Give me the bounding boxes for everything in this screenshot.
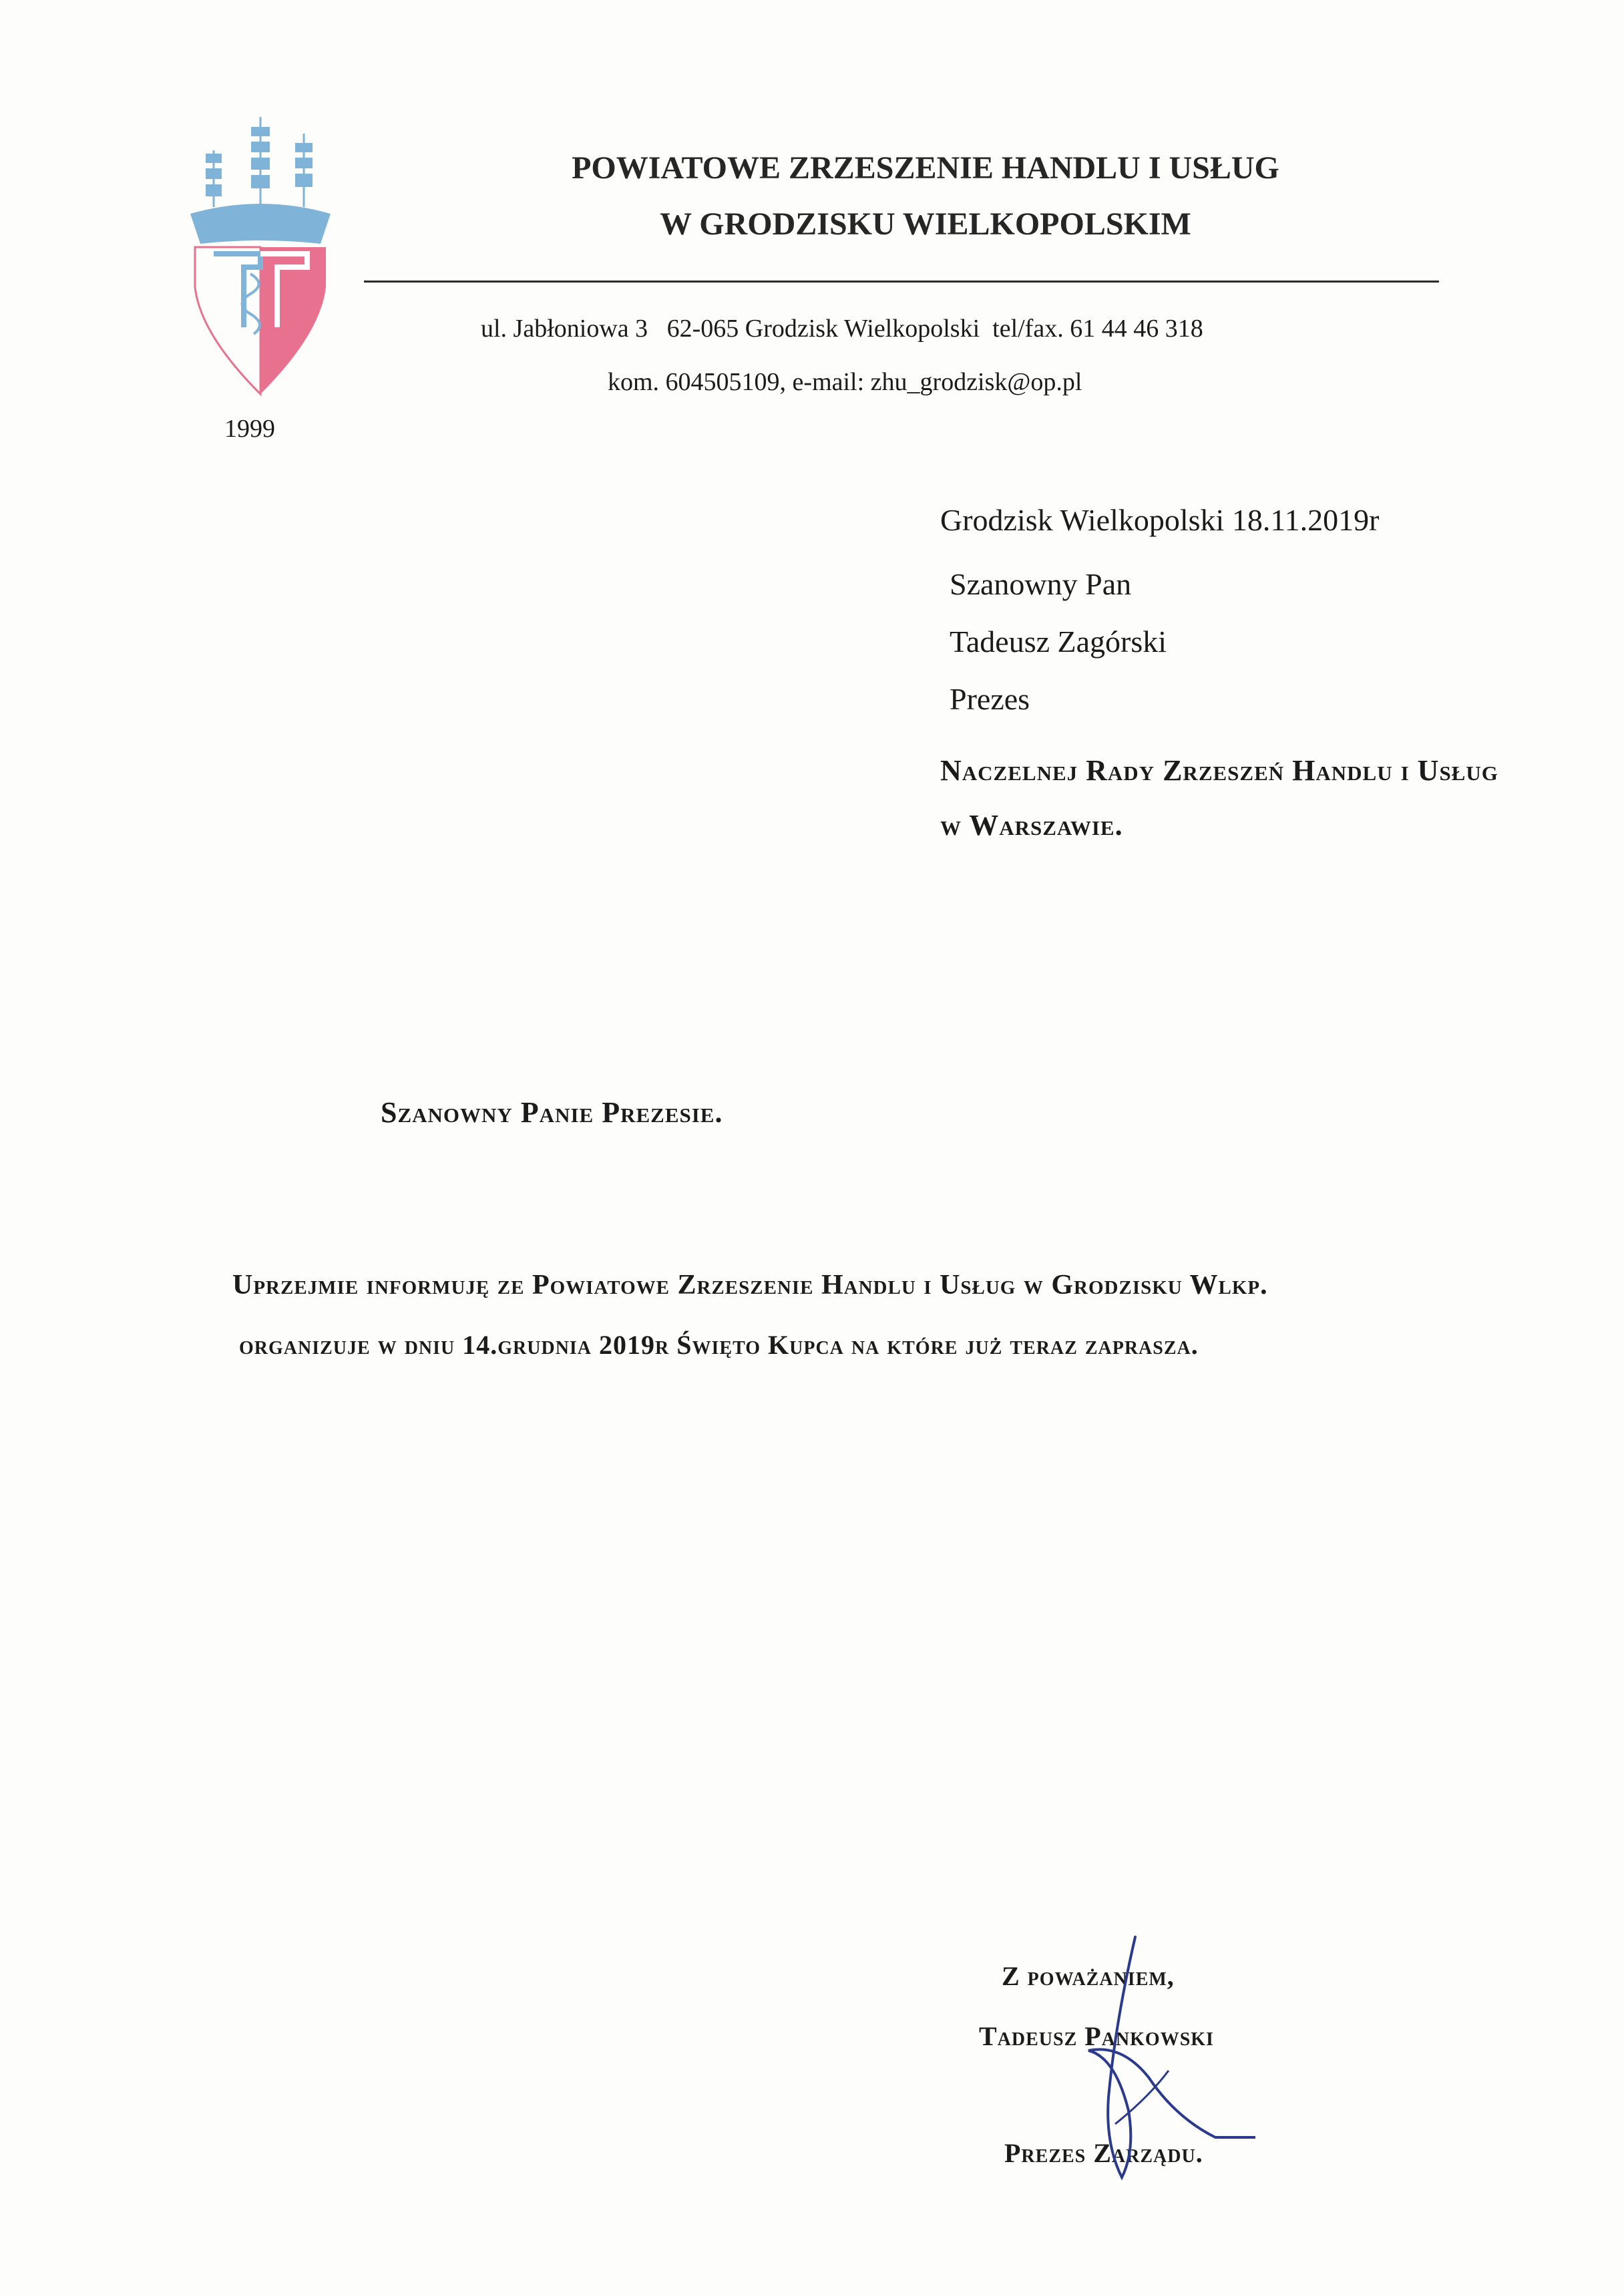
signer-name: Tadeusz Pankowski — [979, 2021, 1214, 2051]
header-divider — [364, 281, 1439, 283]
org-contact: kom. 604505109, e-mail: zhu_grodzisk@op.pl — [608, 368, 1082, 396]
org-name-line2: W GRODZISKU WIELKOPOLSKIM — [660, 206, 1191, 242]
closing-phrase: Z poważaniem, — [1002, 1961, 1175, 1991]
org-name-line1: POWIATOWE ZRZESZENIE HANDLU I USŁUG — [572, 150, 1279, 186]
letter-body-line1: Uprzejmie informuję ze Powiatowe Zrzeszenie Handlu i Usług w Grodzisku Wlkp. — [232, 1270, 1268, 1300]
letterhead-title — [0, 140, 1624, 252]
signer-position: Prezes Zarządu. — [1004, 2138, 1203, 2168]
recipient-city: w Warszawie. — [940, 809, 1123, 842]
shield-icon — [195, 247, 326, 394]
founding-year: 1999 — [224, 415, 275, 443]
recipient-name: Tadeusz Zagórski — [950, 625, 1167, 659]
letter-date: Grodzisk Wielkopolski 18.11.2019r — [940, 503, 1380, 537]
letter-greeting: Szanowny Panie Prezesie. — [381, 1096, 723, 1129]
recipient-title: Prezes — [950, 682, 1030, 716]
org-address: ul. Jabłoniowa 3 62-065 Grodzisk Wielkopolski tel/fax. 61 44 46 318 — [481, 315, 1203, 343]
recipient-organization: Naczelnej Rady Zrzeszeń Handlu i Usług — [940, 754, 1498, 787]
handwritten-signature-icon — [1015, 1924, 1255, 2191]
recipient-salutation: Szanowny Pan — [950, 567, 1132, 601]
letter-body-line2: organizuje w dniu 14.grudnia 2019r Święto Kupca na które już teraz zaprasza. — [239, 1330, 1199, 1360]
